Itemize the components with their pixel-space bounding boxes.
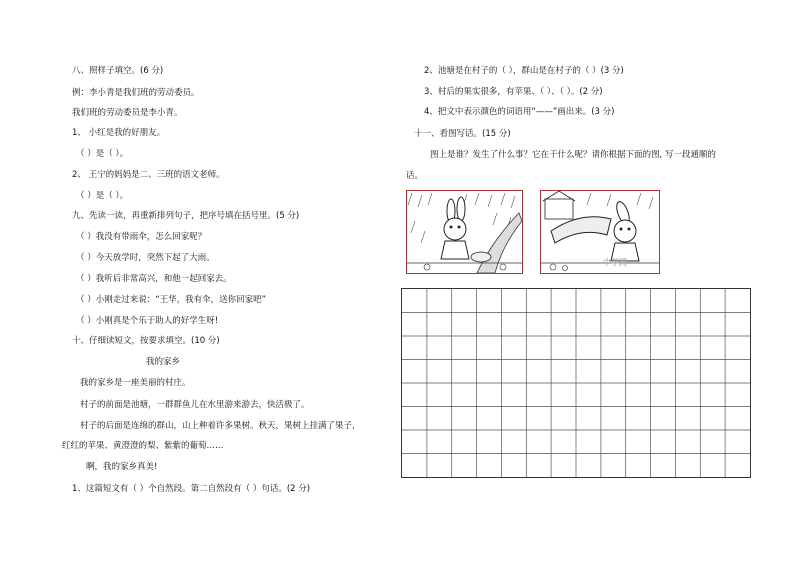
example-sentence: 例：李小青是我们班的劳动委员。 [72, 88, 200, 98]
s11-prompt: 图上是谁？发生了什么事？它在干什么呢？请你根据下面的图, 写一段通顺的 [430, 150, 716, 160]
section-9-heading: 九、先读一读，再重新排列句子，把序号填在括号里。(5 分) [72, 211, 300, 221]
s9-item: （ ）我没有带雨伞，怎么回家呢？ [76, 232, 207, 242]
writing-grid[interactable] [401, 288, 751, 478]
passage-paragraph: 我的家乡是一座美丽的村庄。 [80, 378, 191, 388]
example-answer: 我们班的劳动委员是李小青。 [72, 108, 183, 118]
passage-paragraph: 村子的后面是连绵的群山，山上种着许多果树。秋天，果树上挂满了果子， [80, 421, 361, 431]
s9-item: （ ）今天放学时，突然下起了大雨。 [76, 253, 215, 263]
s9-item: （ ）我听后非常高兴，和他一起回家去。 [76, 274, 232, 284]
s10-question-1: 1、这篇短文有（ ）个自然段。第二自然段有（ ）句话。(2 分) [72, 484, 311, 494]
passage-paragraph: 村子的前面是池塘，一群群鱼儿在水里游来游去，快活极了。 [80, 400, 310, 410]
section-11-heading: 十一、看图写话。(15 分) [414, 129, 511, 139]
s8-question-2: 2、 王宁的妈妈是二、三班的语文老师。 [72, 170, 225, 180]
s8-blank-1: （ ）是（ ）。 [76, 149, 129, 159]
section-10-heading: 十、仔细读短文，按要求填空。(10 分) [72, 336, 220, 346]
picture-rabbit-in-rain [406, 190, 523, 274]
picture-rabbit-with-umbrella [540, 190, 660, 274]
s10-question-4: 4、把文中表示颜色的词语用“——”画出来。(3 分) [424, 107, 615, 117]
s8-blank-2: （ ）是（ ）。 [76, 191, 129, 201]
s10-question-2: 2、池塘是在村子的（ ），群山是在村子的（ ）(3 分) [424, 66, 624, 76]
s8-question-1: 1、 小红是我的好朋友。 [72, 128, 166, 138]
passage-paragraph-cont: 红红的苹果、黄澄澄的梨、紫紫的葡萄…… [62, 441, 224, 451]
watermark: 中学网 [603, 258, 627, 267]
s11-prompt-cont: 话。 [406, 171, 424, 181]
s9-item: （ ）小刚走过来说：“王华，我有伞，送你回家吧” [76, 295, 267, 305]
passage-title: 我的家乡 [146, 357, 181, 367]
passage-paragraph: 啊，我的家乡真美! [86, 462, 158, 472]
s10-question-3: 3、村后的果实很多，有苹果、（ ）、（ ）。(2 分) [424, 87, 603, 97]
s9-item: （ ）小刚真是个乐于助人的好学生呀! [76, 316, 219, 326]
section-8-heading: 八、照样子填空。(6 分) [72, 66, 164, 76]
